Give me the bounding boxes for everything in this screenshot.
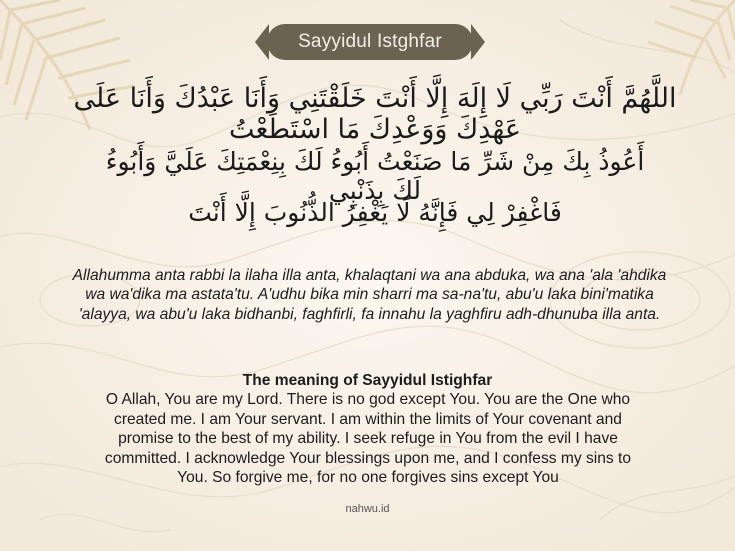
source-credit: nahwu.id (345, 503, 390, 515)
arabic-line-3: فَاغْفِرْ لِي فَإِنَّهُ لَا يَغْفِرُ الذُّنُوبَ إِلَّا أَنْتَ (188, 198, 562, 227)
arabic-line-1: اللَّهُمَّ أَنْتَ رَبِّي لَا إِلَهَ إِلَّا أَنْتَ خَلَقْتَنِي وَأَنَا عَبْدُكَ وَأَنَا عَلَى عَهْدِكَ وَوَعْدِكَ مَا اسْتَطَعْتُ (73, 83, 677, 145)
meaning-text: O Allah, You are my Lord. There is no god except You. You are the One who created me. I am Your servant. I am within the limits of Your covenant and promise to the best of my ability. I seek refuge in You from the evil I have committed. I acknowledge Your blessings upon me, and I confess my sins to You. So forgive me, for no one forgives sins except You (104, 391, 632, 487)
transliteration-text: Allahumma anta rabbi la ilaha illa anta, khalaqtani wa ana abduka, wa ana 'ala 'ahdika wa wa'dika ma astata'tu. A'udhu bika min sharri ma sa-na'tu, abu'u laka bini'matika 'alayya, wa abu'u laka bidhanbi, faghfirli, fa innahu la yaghfiru adh-dhunuba illa anta. (72, 267, 667, 323)
page-title: Sayyidul Istghfar (298, 31, 442, 52)
title-banner (267, 24, 473, 60)
meaning-heading: The meaning of Sayyidul Istighfar (242, 372, 493, 389)
arabic-line-2: أَعُوذُ بِكَ مِنْ شَرِّ مَا صَنَعْتُ أَبُوءُ لَكَ بِنِعْمَتِكَ عَلَيَّ وَأَبُوءُ لَكَ بِذَنْبِي (105, 147, 645, 205)
